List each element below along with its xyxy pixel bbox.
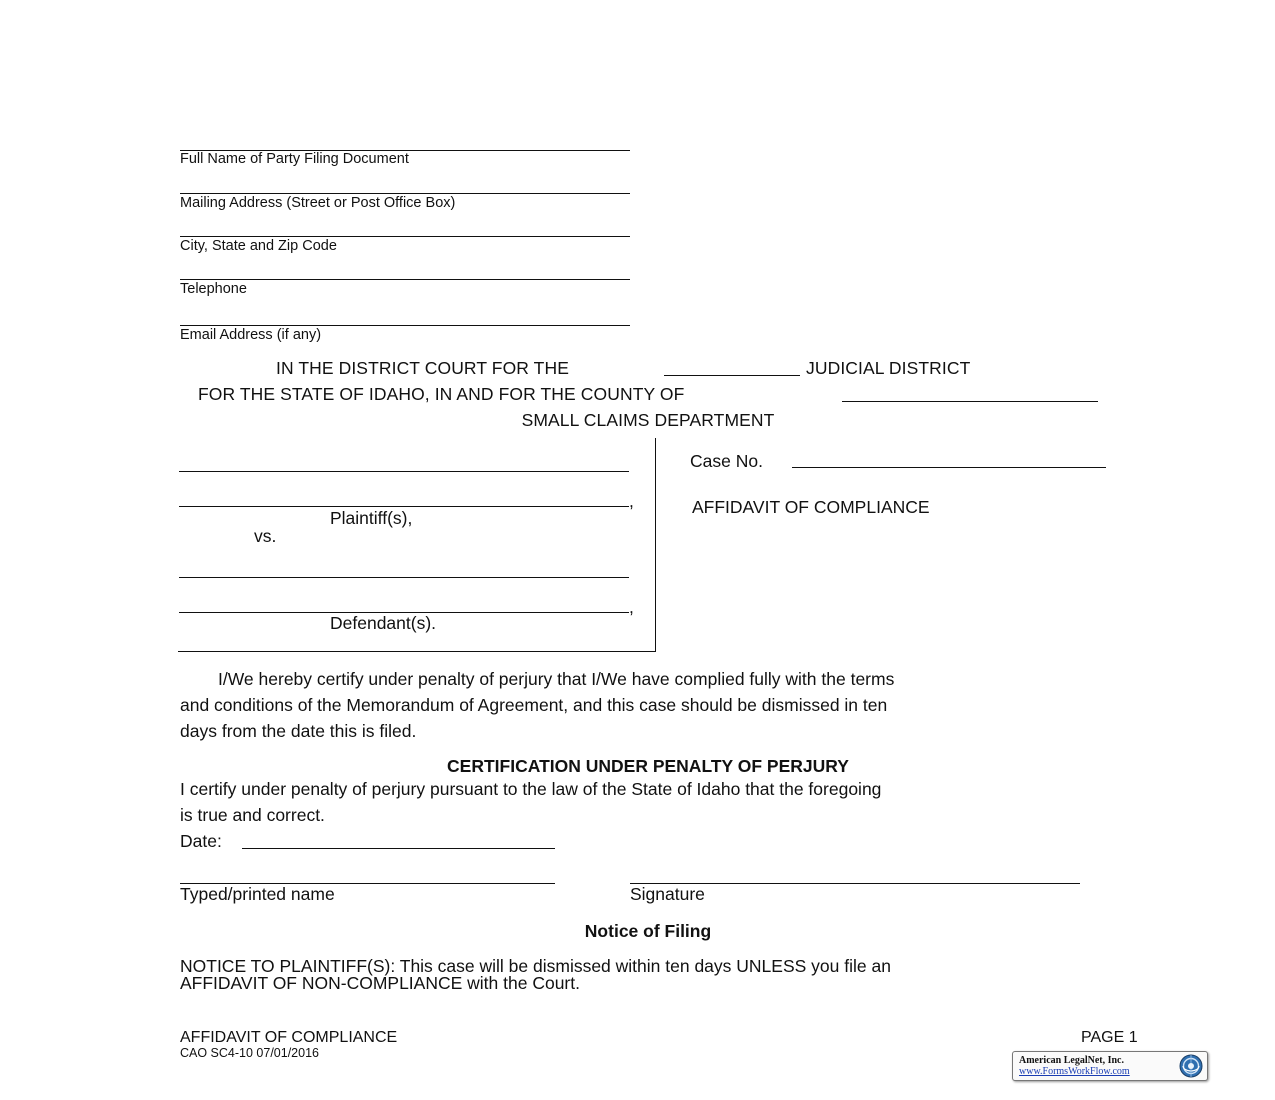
footer-page: PAGE 1 [1081,1029,1138,1046]
court-line-3: SMALL CLAIMS DEPARTMENT [521,410,775,430]
case-no-label: Case No. [690,451,763,471]
court-line-1-b: JUDICIAL DISTRICT [806,358,971,378]
date-blank[interactable] [242,848,555,849]
court-line-2: FOR THE STATE OF IDAHO, IN AND FOR THE COUNTY OF [198,384,685,404]
american-legalnet-logo[interactable] [1012,1051,1208,1081]
city-state-zip-line[interactable] [180,236,630,237]
telephone-label: Telephone [180,281,247,297]
plaintiff-comma: , [629,491,634,511]
logo-company: American LegalNet, Inc. [1019,1055,1124,1066]
certification-line-1: I certify under penalty of perjury pursuant to the law of the State of Idaho that the foregoing [180,779,882,799]
defendant-comma: , [629,597,634,617]
typed-name-label: Typed/printed name [180,884,335,904]
footer-form-code: CAO SC4-10 07/01/2016 [180,1046,319,1060]
document-title: AFFIDAVIT OF COMPLIANCE [692,497,930,517]
signature-label: Signature [630,884,705,904]
globe-icon [1179,1054,1203,1078]
email-line[interactable] [180,325,630,326]
caption-bottom-line [178,651,656,652]
email-label: Email Address (if any) [180,327,322,343]
notice-line-2: AFFIDAVIT OF NON-COMPLIANCE with the Court. [180,973,580,993]
mailing-address-label: Mailing Address (Street or Post Office Box) [180,195,456,211]
telephone-line[interactable] [180,279,630,280]
certification-heading: CERTIFICATION UNDER PENALTY OF PERJURY [447,756,849,776]
mailing-address-line[interactable] [180,193,630,194]
county-blank[interactable] [842,401,1098,402]
caption-divider [655,438,656,651]
court-line-1-a: IN THE DISTRICT COURT FOR THE [276,358,569,378]
city-state-zip-label: City, State and Zip Code [180,238,337,254]
plaintiffs-label: Plaintiff(s), [330,508,413,528]
certify-line-2: and conditions of the Memorandum of Agreement, and this case should be dismissed in ten [180,695,888,715]
date-label: Date: [180,831,222,851]
defendant-line-1[interactable] [179,577,629,578]
logo-url[interactable]: www.FormsWorkFlow.com [1019,1066,1130,1077]
judicial-district-blank[interactable] [664,375,800,376]
certify-line-3: days from the date this is filed. [180,721,417,741]
plaintiff-line-1[interactable] [179,471,629,472]
notice-heading: Notice of Filing [584,921,712,941]
certify-line-1: I/We hereby certify under penalty of perjury that I/We have complied fully with the terms [218,669,895,689]
footer-title: AFFIDAVIT OF COMPLIANCE [180,1029,398,1046]
case-no-blank[interactable] [792,467,1106,468]
certification-line-2: is true and correct. [180,805,325,825]
full-name-label: Full Name of Party Filing Document [180,151,409,167]
defendants-label: Defendant(s). [330,613,437,633]
plaintiff-line-2[interactable] [179,506,629,507]
vs-label: vs. [254,526,277,546]
notice-line-1: NOTICE TO PLAINTIFF(S): This case will be dismissed within ten days UNLESS you file an [180,956,891,976]
